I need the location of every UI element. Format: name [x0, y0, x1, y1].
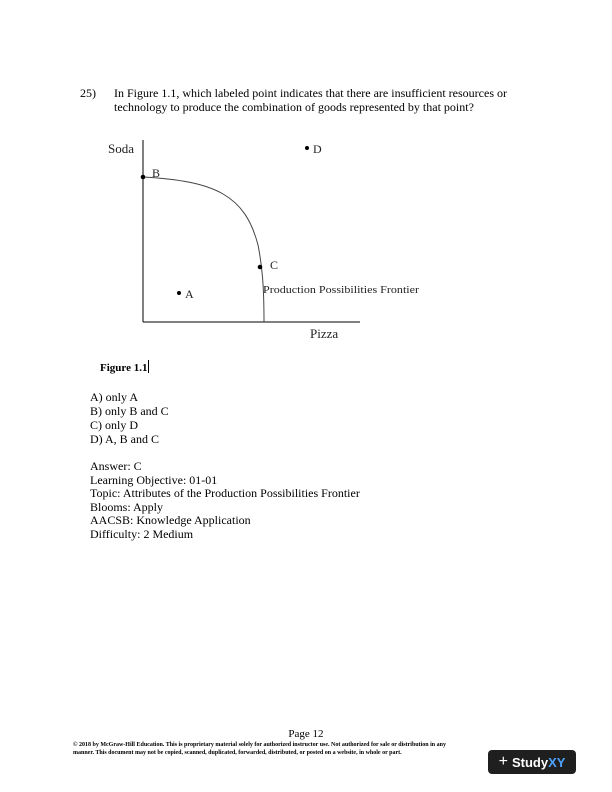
question-text-line1: In Figure 1.1, which labeled point indicates that there are insufficient resources or	[114, 86, 507, 100]
y-axis-label: Soda	[108, 141, 134, 156]
topic: Topic: Attributes of the Production Possibilities Frontier	[90, 486, 360, 501]
choice-c: C) only D	[90, 418, 138, 432]
question-metadata	[90, 460, 360, 542]
choice-a: A) only A	[90, 390, 138, 404]
ppf-label: Production Possibilities Frontier	[263, 285, 420, 296]
studyxy-badge[interactable]	[488, 750, 576, 774]
question	[80, 86, 520, 114]
page-number: Page 12	[288, 728, 324, 740]
point-c-marker	[258, 265, 263, 270]
figure-caption-text: Figure 1.1	[100, 362, 148, 374]
point-b-marker	[141, 175, 146, 180]
badge-text-main: Study	[511, 754, 549, 770]
question-number: 25)	[80, 86, 96, 100]
point-c-label: C	[270, 258, 279, 272]
ppf-graph	[100, 135, 430, 350]
answer: Answer: C	[90, 459, 142, 473]
x-axis-label: Pizza	[310, 326, 339, 341]
copyright-footer	[73, 741, 543, 757]
badge-text-accent: XY	[548, 754, 566, 770]
blooms: Blooms: Apply	[90, 499, 164, 514]
ppf-curve	[143, 177, 264, 322]
difficulty: Difficulty: 2 Medium	[90, 526, 194, 541]
answer-choices	[90, 390, 169, 446]
point-a-label: A	[185, 287, 194, 301]
plus-icon: +	[498, 753, 508, 770]
footer-line1: © 2018 by McGraw-Hill Education. This is proprietary material solely for authorized instructor use. Not authorized for sale or distribution in any	[73, 742, 446, 748]
question-text-line2: technology to produce the combination of goods represented by that point?	[114, 100, 474, 114]
footer-line2: manner. This document may not be copied, scanned, duplicated, forwarded, distributed, or posted on a website, in whole or part.	[73, 750, 402, 756]
choice-d: D) A, B and C	[90, 432, 159, 446]
point-a-marker	[177, 291, 181, 295]
point-b-label: B	[152, 166, 161, 180]
aacsb: AACSB: Knowledge Application	[90, 513, 251, 528]
point-d-label: D	[313, 142, 322, 156]
ppf-figure	[100, 135, 430, 350]
point-d-marker	[305, 146, 309, 150]
figure-caption	[100, 360, 149, 374]
text-cursor	[148, 360, 149, 373]
learning-objective: Learning Objective: 01-01	[90, 472, 218, 487]
choice-b: B) only B and C	[90, 404, 169, 418]
